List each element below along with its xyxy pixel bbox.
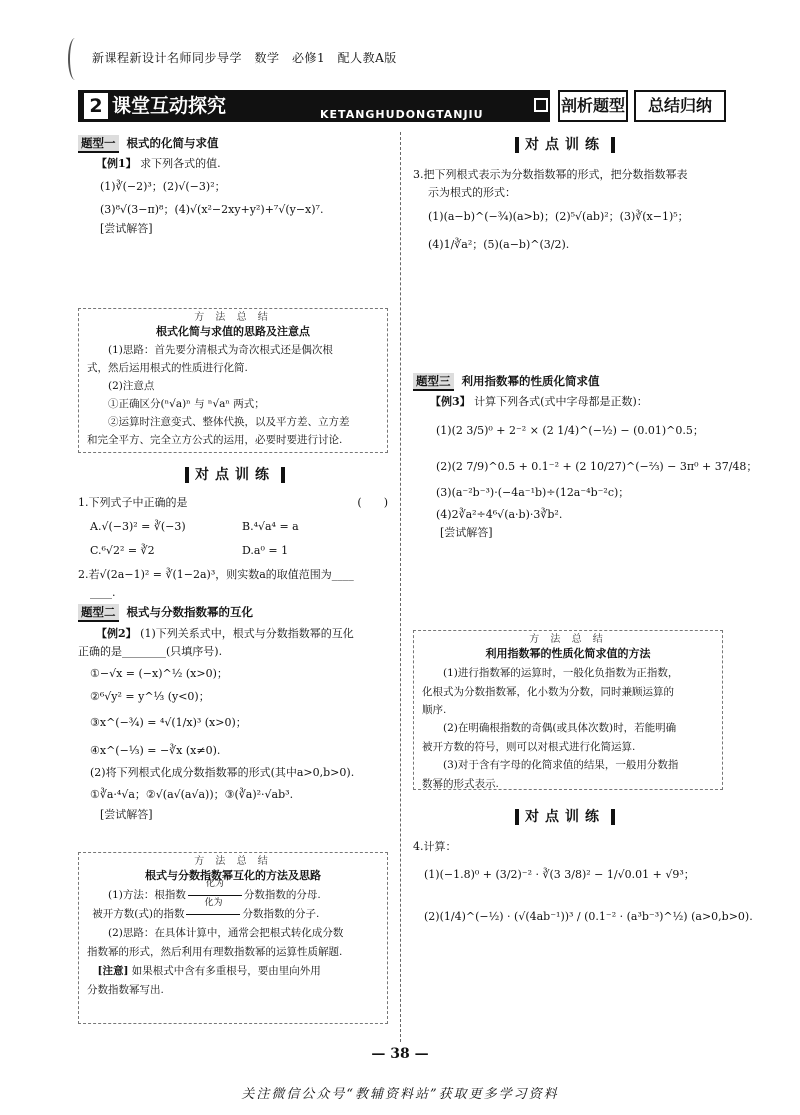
try-answer-label: [尝试解答] (440, 526, 493, 539)
section-title-text: 根式与分数指数幂的互化 (126, 605, 253, 619)
example1-line2: (3)⁸√(3−π)⁸；(4)√(x²−2xy+y²)+⁷√(y−x)⁷. (100, 203, 324, 216)
box-heading: 根式化简与求值的思路及注意点 (156, 324, 310, 338)
question3-line2: (4)1/∛a²；(5)(a−b)^(3/2). (428, 238, 570, 251)
example2-option3: ③x^(−¾) = ⁴√(1/x)³ (x>0)； (90, 716, 247, 729)
box-para (87, 898, 379, 924)
box-title: 方 法 总 结 (194, 856, 272, 867)
box-para: 化根式为分数指数幂，化小数为分数，同时兼顾运算的 (422, 685, 674, 698)
question2-blank: ____. (90, 586, 116, 599)
box-para: 和完全平方、完全立方公式的运用，必要时要进行讨论. (87, 433, 343, 446)
box-text: 分数指数的分母. (243, 889, 321, 902)
example2-text2: 正确的是________(只填序号). (78, 645, 223, 658)
example3-line1: (1)(2 3/5)⁰ + 2⁻² × (2 1/4)^(−½) − (0.01)^0.5； (436, 424, 704, 437)
arrow-icon (186, 914, 240, 915)
method-summary-box-1 (78, 308, 388, 453)
example2-part2-items: ①∛a·⁴√a；②√(a√(a√a))；③(∛a)²·√ab³. (90, 788, 294, 801)
column-divider (400, 132, 401, 1042)
option-d: D.a⁰ = 1 (242, 544, 289, 557)
example-label: 【例1】 (96, 157, 137, 170)
box-para: (3)对于含有字母的化简求值的结果，一般用分数指 (443, 759, 679, 772)
section-tag: 题型二 (78, 604, 119, 622)
practice-heading-text: 对点训练 (515, 809, 615, 825)
box-title: 方 法 总 结 (194, 312, 272, 323)
question-text: 1.下列式子中正确的是 (78, 496, 188, 509)
example2-option2: ②⁶√y² = y^⅓ (y<0)； (90, 690, 210, 703)
note-label: [注意] (97, 964, 129, 977)
box-para (87, 962, 379, 981)
box-heading: 利用指数幂的性质化简求值的方法 (485, 646, 651, 660)
question3-text2: 示为根式的形式： (428, 186, 516, 199)
question1 (78, 496, 388, 511)
option-a: A.√(−3)² = ∛(−3) (90, 520, 186, 533)
page-number: — 38 — (371, 1046, 429, 1062)
banner-square-icon (534, 98, 548, 112)
banner-number: 2 (84, 93, 108, 119)
example-label: 【例3】 (430, 395, 471, 408)
example1-line1: (1)∛(−2)³；(2)√(−3)²； (100, 180, 226, 193)
banner-pinyin: KETANGHUDONGTANJIU (320, 108, 484, 121)
banner-box-summary: 总结归纳 (634, 90, 726, 122)
practice-heading (490, 808, 640, 827)
question3-line1: (1)(a−b)^(−¾)(a>b)；(2)⁵√(ab)²；(3)∛(x−1)⁵； (428, 210, 689, 223)
example3-line4: (4)2∛a²÷4⁶√(a·b)·3∛b². (436, 508, 563, 521)
section-type3-title (413, 374, 600, 390)
box-para: 顺序. (422, 704, 447, 717)
box-para: (2)思路：在具体计算中，通常会把根式转化成分数 (108, 927, 344, 940)
question2: 2.若√(2a−1)² = ∛(1−2a)³，则实数a的取值范围为____ (78, 568, 354, 581)
box-para: ①正确区分(ⁿ√a)ⁿ 与 ⁿ√aⁿ 两式； (108, 397, 265, 410)
section-type2-title (78, 605, 253, 621)
example3-line2: (2)(2 7/9)^0.5 + 0.1⁻² + (2 10/27)^(−⅔) − 3π⁰ + 37/48； (436, 460, 758, 473)
example-label: 【例2】 (96, 627, 137, 640)
box-text: 如果根式中含有多重根号，要由里向外用 (131, 964, 321, 977)
question4: 4.计算： (413, 840, 457, 853)
box-para: 指数幂的形式，然后利用有理数指数幂的运算性质解题. (87, 946, 343, 959)
box-para: 式，然后运用根式的性质进行化简. (87, 362, 248, 375)
box-para: (2)注意点 (108, 380, 155, 393)
footer-note: 关注微信公众号“教辅资料站”获取更多学习资料 (241, 1087, 559, 1102)
box-text: (1)方法：根指数 (108, 889, 186, 902)
example3-line3: (3)(a⁻²b⁻³)·(−4a⁻¹b)÷(12a⁻⁴b⁻²c)； (436, 486, 630, 499)
example2 (96, 627, 354, 642)
box-text: 被开方数(式)的指数 (92, 908, 185, 921)
question4-line2: (2)(1/4)^(−½) · (√(4ab⁻¹))³ / (0.1⁻² · (a³b⁻³)^½) (a>0,b>0). (424, 910, 753, 923)
example3 (430, 395, 648, 410)
section-tag: 题型一 (78, 135, 119, 153)
question4-line1: (1)(−1.8)⁰ + (3/2)⁻² · ∛(3 3/8)² − 1/√0.01 + √9³； (424, 868, 695, 881)
method-summary-box-2 (78, 852, 388, 1024)
banner-title: 课堂互动探究 (112, 95, 227, 117)
practice-heading (490, 136, 640, 155)
option-b: B.⁴√a⁴ = a (242, 520, 299, 533)
box-para: 分数指数幂写出. (87, 983, 164, 996)
practice-heading-text: 对点训练 (515, 137, 615, 153)
box-heading: 根式与分数指数幂互化的方法及思路 (145, 868, 321, 882)
box-para: (1)进行指数幂的运算时，一般化负指数为正指数， (443, 667, 679, 680)
example2-part2: (2)将下列根式化成分数指数幂的形式(其中a>0,b>0). (90, 766, 355, 779)
practice-heading-text: 对点训练 (185, 467, 285, 483)
banner-box-analysis: 剖析题型 (558, 90, 628, 122)
header-decoration (68, 38, 82, 80)
running-header: 新课程新设计名师同步导学 数学 必修1 配人教A版 (92, 51, 397, 65)
example2-option4: ④x^(−⅓) = −∛x (x≠0). (90, 744, 221, 757)
practice-heading (160, 466, 310, 485)
section-tag: 题型三 (413, 373, 454, 391)
box-text: 分数指数的分子. (242, 908, 320, 921)
arrow-label: 化为 (205, 879, 224, 890)
try-answer-label: [尝试解答] (100, 222, 153, 235)
question3: 3.把下列根式表示为分数指数幂的形式，把分数指数幂表 (413, 168, 688, 181)
box-para: (2)在明确根指数的奇偶(或具体次数)时，若能明确 (443, 722, 677, 735)
example-text: (1)下列关系式中，根式与分数指数幂的互化 (140, 627, 354, 640)
example-text: 求下列各式的值. (140, 157, 221, 170)
example-text: 计算下列各式(式中字母都是正数)： (474, 395, 648, 408)
section-banner (78, 90, 726, 122)
section-title-text: 根式的化简与求值 (126, 136, 219, 150)
option-c: C.⁶√2² = ∛2 (90, 544, 155, 557)
box-para: (1)思路：首先要分清根式为奇次根式还是偶次根 (108, 344, 333, 357)
box-para: 数幂的形式表示. (422, 777, 499, 790)
section-type1-title (78, 136, 219, 152)
box-title: 方 法 总 结 (529, 634, 607, 645)
try-answer-label: [尝试解答] (100, 808, 153, 821)
arrow-label: 化为 (204, 898, 223, 909)
section-title-text: 利用指数幂的性质化简求值 (461, 374, 600, 388)
example2-option1: ①−√x = (−x)^½ (x>0)； (90, 667, 228, 680)
box-para: ②运算时注意变式、整体代换，以及平方差、立方差 (108, 415, 350, 428)
box-para: 被开方数的符号，则可以对根式进行化简运算. (422, 740, 636, 753)
example1 (96, 157, 221, 172)
answer-paren: ( ) (357, 496, 388, 509)
method-summary-box-3 (413, 630, 723, 790)
banner-title-bar (78, 90, 550, 122)
